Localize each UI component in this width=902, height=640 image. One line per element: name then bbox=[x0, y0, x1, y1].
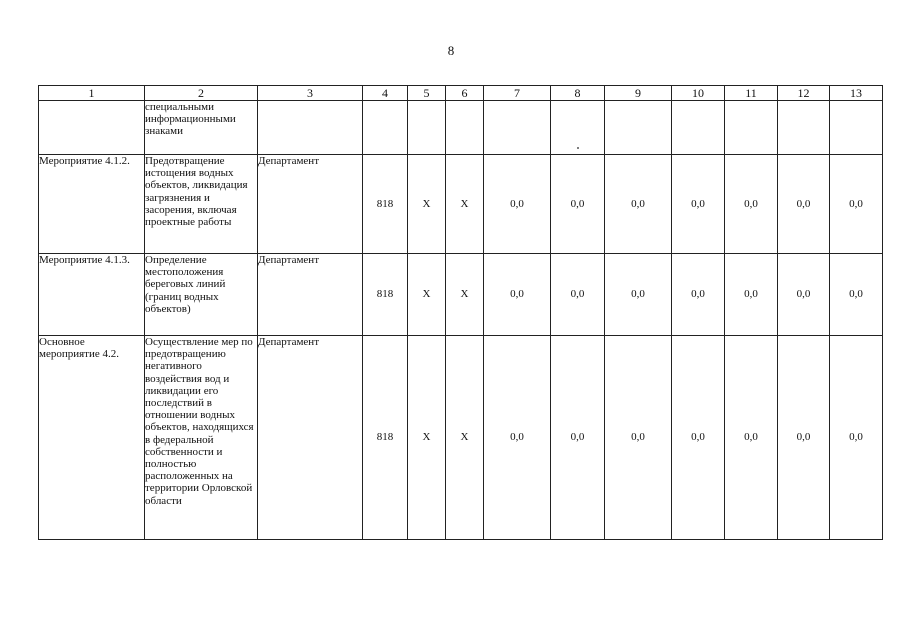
value-cell bbox=[446, 101, 484, 155]
column-header: 6 bbox=[446, 86, 484, 101]
value-cell: 0,0 bbox=[778, 254, 830, 336]
table-row bbox=[39, 155, 883, 254]
value-cell: X bbox=[446, 155, 484, 254]
value-cell bbox=[605, 101, 672, 155]
value-cell bbox=[408, 101, 446, 155]
measure-description-cell: Предотвращение истощения водных объектов, ликвидация загрязнения и засорения, включая проектные работы bbox=[145, 155, 258, 254]
table-row bbox=[39, 254, 883, 336]
value-cell: 0,0 bbox=[551, 254, 605, 336]
value-cell: 0,0 bbox=[725, 155, 778, 254]
page-number: 8 bbox=[447, 43, 455, 58]
scan-dot bbox=[577, 147, 579, 149]
value-cell: 818 bbox=[363, 254, 408, 336]
value-cell bbox=[830, 101, 883, 155]
value-cell: 818 bbox=[363, 336, 408, 540]
value-cell: 0,0 bbox=[672, 155, 725, 254]
program-table bbox=[38, 85, 883, 540]
value-cell: X bbox=[408, 254, 446, 336]
value-cell: 818 bbox=[363, 155, 408, 254]
column-header: 13 bbox=[830, 86, 883, 101]
value-cell: X bbox=[408, 336, 446, 540]
value-cell: 0,0 bbox=[605, 155, 672, 254]
column-header: 1 bbox=[39, 86, 145, 101]
table-row bbox=[39, 336, 883, 540]
value-cell: 0,0 bbox=[830, 336, 883, 540]
value-cell: 0,0 bbox=[605, 336, 672, 540]
value-cell: 0,0 bbox=[830, 155, 883, 254]
value-cell: 0,0 bbox=[778, 155, 830, 254]
column-header: 3 bbox=[258, 86, 363, 101]
value-cell bbox=[484, 101, 551, 155]
value-cell: 0,0 bbox=[672, 336, 725, 540]
value-cell: X bbox=[408, 155, 446, 254]
value-cell bbox=[363, 101, 408, 155]
measure-name-cell: Мероприятие 4.1.3. bbox=[39, 254, 145, 336]
column-header: 8 bbox=[551, 86, 605, 101]
value-cell bbox=[551, 101, 605, 155]
measure-name-cell: Мероприятие 4.1.2. bbox=[39, 155, 145, 254]
column-header: 5 bbox=[408, 86, 446, 101]
value-cell: 0,0 bbox=[484, 254, 551, 336]
value-cell: 0,0 bbox=[778, 336, 830, 540]
column-header: 11 bbox=[725, 86, 778, 101]
column-header: 9 bbox=[605, 86, 672, 101]
measure-name-cell: Основное мероприятие 4.2. bbox=[39, 336, 145, 540]
value-cell: 0,0 bbox=[484, 336, 551, 540]
executor-cell bbox=[258, 101, 363, 155]
value-cell: X bbox=[446, 254, 484, 336]
measure-description-cell: Осуществление мер по предотвращению негативного воздействия вод и ликвидации его последствий в отношении водных объектов, находящихся в федеральной собственности и полностью расположенных на территории Орловской области bbox=[145, 336, 258, 540]
executor-cell: Департамент bbox=[258, 254, 363, 336]
value-cell: 0,0 bbox=[725, 336, 778, 540]
value-cell: 0,0 bbox=[672, 254, 725, 336]
executor-cell: Департамент bbox=[258, 336, 363, 540]
value-cell: 0,0 bbox=[484, 155, 551, 254]
value-cell bbox=[778, 101, 830, 155]
value-cell: 0,0 bbox=[551, 336, 605, 540]
column-header: 7 bbox=[484, 86, 551, 101]
value-cell bbox=[672, 101, 725, 155]
value-cell: 0,0 bbox=[830, 254, 883, 336]
column-header: 4 bbox=[363, 86, 408, 101]
header-row bbox=[39, 86, 883, 101]
table-row bbox=[39, 101, 883, 155]
value-cell: X bbox=[446, 336, 484, 540]
measure-description-cell: Определение местоположения береговых линий (границ водных объектов) bbox=[145, 254, 258, 336]
value-cell: 0,0 bbox=[605, 254, 672, 336]
value-cell bbox=[725, 101, 778, 155]
column-header: 2 bbox=[145, 86, 258, 101]
measure-name-cell bbox=[39, 101, 145, 155]
measure-description-cell: специальными информационными знаками bbox=[145, 101, 258, 155]
column-header: 12 bbox=[778, 86, 830, 101]
value-cell: 0,0 bbox=[725, 254, 778, 336]
value-cell: 0,0 bbox=[551, 155, 605, 254]
column-header: 10 bbox=[672, 86, 725, 101]
executor-cell: Департамент bbox=[258, 155, 363, 254]
